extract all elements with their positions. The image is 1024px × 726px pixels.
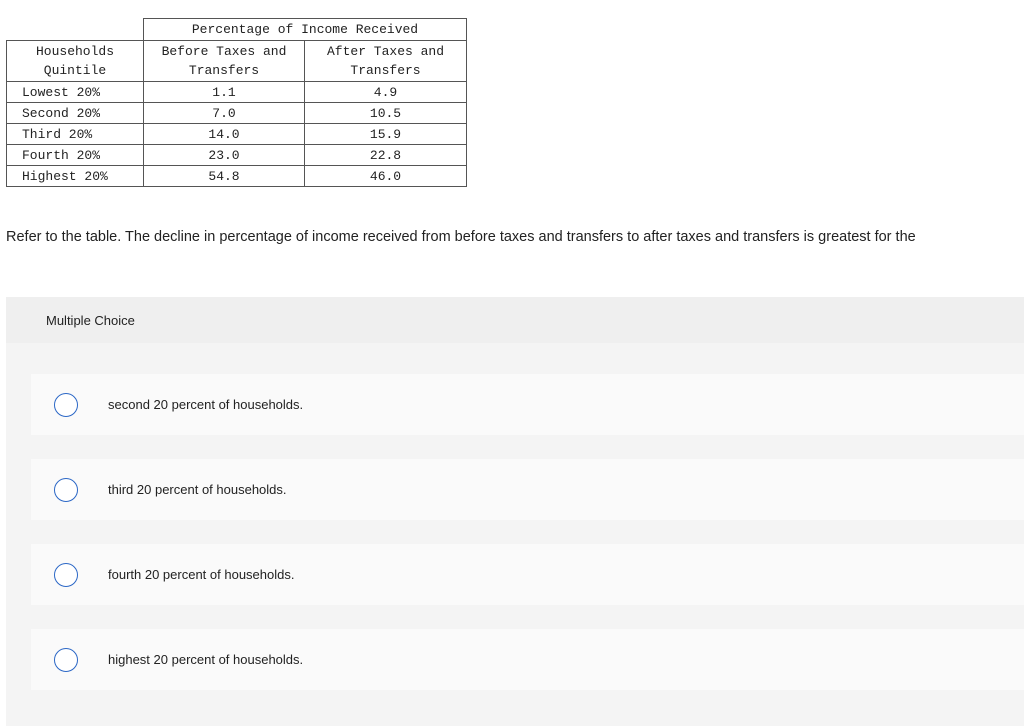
choice-label: highest 20 percent of households. xyxy=(108,652,304,667)
after-header-line2: Transfers xyxy=(350,63,421,78)
after-value: 22.8 xyxy=(305,145,467,166)
multiple-choice-header: Multiple Choice xyxy=(6,297,1024,343)
group-header: Percentage of Income Received xyxy=(144,19,467,41)
row-label: Fourth 20% xyxy=(7,145,144,166)
choice-option-second[interactable] xyxy=(31,374,1024,435)
choice-label: fourth 20 percent of households. xyxy=(108,567,295,582)
row-label: Second 20% xyxy=(7,103,144,124)
after-value: 15.9 xyxy=(305,124,467,145)
row-label: Lowest 20% xyxy=(7,82,144,103)
income-table xyxy=(6,18,467,187)
after-header xyxy=(305,41,467,82)
households-header xyxy=(7,41,144,82)
before-header-line1: Before Taxes and xyxy=(161,44,287,59)
table-row xyxy=(7,103,467,124)
radio-button-icon[interactable] xyxy=(54,563,78,587)
table-row xyxy=(7,82,467,103)
multiple-choice-panel xyxy=(6,297,1024,726)
before-value: 54.8 xyxy=(144,166,305,187)
radio-button-icon[interactable] xyxy=(54,478,78,502)
choice-label: second 20 percent of households. xyxy=(108,397,304,412)
after-header-line1: After Taxes and xyxy=(326,44,445,59)
table-corner xyxy=(7,19,144,41)
choice-option-highest[interactable] xyxy=(31,629,1024,690)
row-label: Highest 20% xyxy=(7,166,144,187)
radio-button-icon[interactable] xyxy=(54,393,78,417)
table-row xyxy=(7,124,467,145)
radio-button-icon[interactable] xyxy=(54,648,78,672)
after-value: 46.0 xyxy=(305,166,467,187)
table-row xyxy=(7,166,467,187)
question-text: Refer to the table. The decline in percentage of income received from before taxes and transfers to after taxes and transfers is greatest for the xyxy=(6,229,916,245)
before-value: 7.0 xyxy=(144,103,305,124)
households-header-line2: Quintile xyxy=(43,63,107,78)
after-value: 4.9 xyxy=(305,82,467,103)
before-value: 14.0 xyxy=(144,124,305,145)
after-value: 10.5 xyxy=(305,103,467,124)
before-value: 23.0 xyxy=(144,145,305,166)
before-header xyxy=(144,41,305,82)
before-header-line2: Transfers xyxy=(188,63,260,78)
table-row xyxy=(7,145,467,166)
choice-option-third[interactable] xyxy=(31,459,1024,520)
households-header-line1: Households xyxy=(35,44,114,59)
choice-option-fourth[interactable] xyxy=(31,544,1024,605)
row-label: Third 20% xyxy=(7,124,144,145)
choice-label: third 20 percent of households. xyxy=(108,482,287,497)
before-value: 1.1 xyxy=(144,82,305,103)
